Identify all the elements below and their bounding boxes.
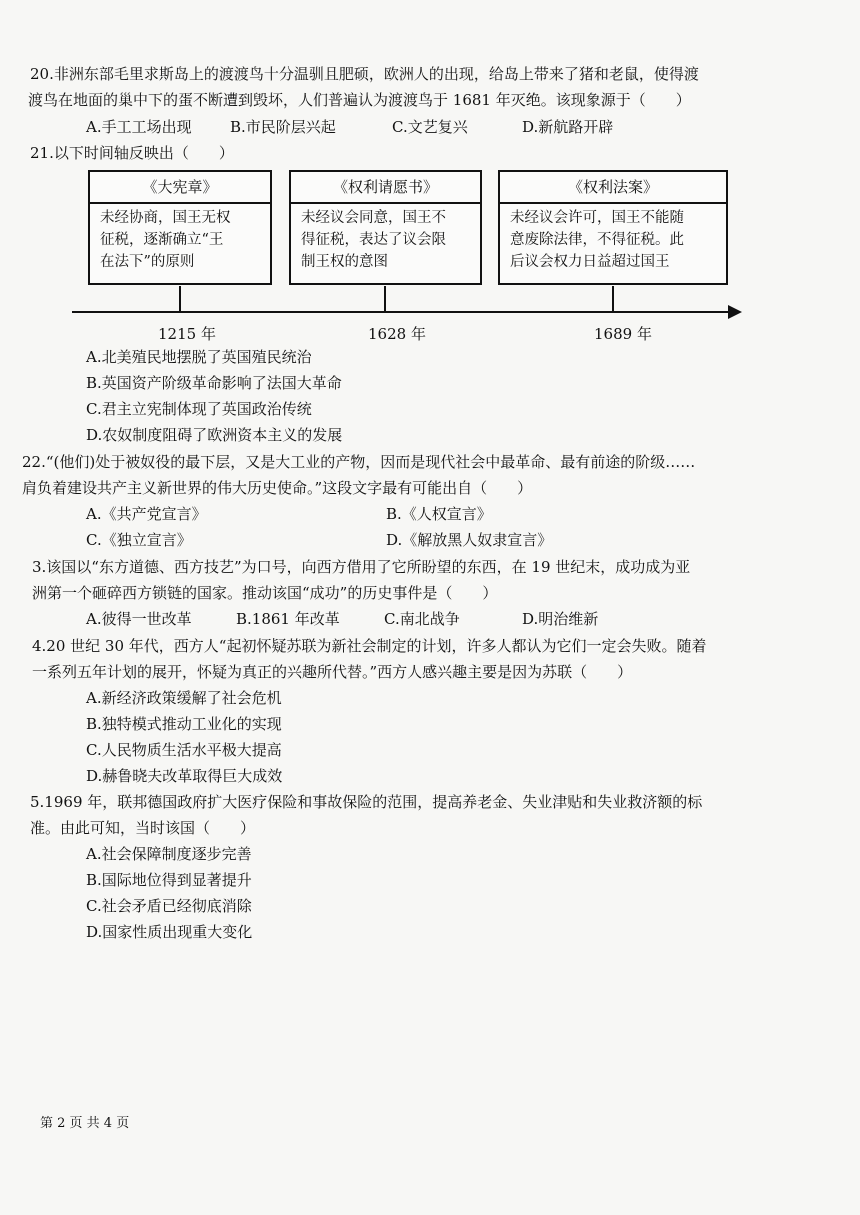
- timeline-box-text: 未经议会同意，国王不: [301, 210, 446, 226]
- timeline-box-magna-carta: [88, 170, 272, 285]
- q24-option-c: C.人民物质生活水平极大提高: [86, 741, 282, 759]
- timeline-box-text: 得征税，表达了议会限: [301, 232, 446, 248]
- q23-option-b: B.1861 年改革: [236, 610, 340, 628]
- q24-option-d: D.赫鲁晓夫改革取得巨大成效: [86, 767, 283, 785]
- timeline-box-petition-of-right: [289, 170, 482, 285]
- q25-stem-line1: 5.1969 年，联邦德国政府扩大医疗保险和事故保险的范围，提高养老金、失业津贴和失业救济额的标: [30, 793, 703, 811]
- q20-option-d: D.新航路开辟: [522, 118, 614, 136]
- timeline-year-1689: 1689 年: [594, 325, 652, 343]
- timeline-box-text: 未经协商，国王无权: [100, 210, 231, 226]
- timeline-box-title: 《权利法案》: [500, 172, 726, 204]
- q25-stem-line2: 准。由此可知，当时该国（ ）: [30, 819, 256, 837]
- q20-option-b: B.市民阶层兴起: [230, 118, 336, 136]
- q21-option-d: D.农奴制度阻碍了欧洲资本主义的发展: [86, 426, 343, 444]
- timeline-year-1215: 1215 年: [158, 325, 216, 343]
- q24-option-b: B.独特模式推动工业化的实现: [86, 715, 282, 733]
- q23-option-a: A.彼得一世改革: [86, 610, 192, 628]
- timeline-arrow-icon: [728, 305, 742, 319]
- timeline-box-text: 未经议会许可，国王不能随: [510, 210, 684, 226]
- q22-stem-line2: 肩负着建设共产主义新世界的伟大历史使命。”这段文字最有可能出自（ ）: [22, 479, 533, 497]
- q24-stem-line2: 一系列五年计划的展开，怀疑为真正的兴趣所代替。”西方人感兴趣主要是因为苏联（ ）: [32, 663, 633, 681]
- q25-option-b: B.国际地位得到显著提升: [86, 871, 252, 889]
- timeline-year-1628: 1628 年: [368, 325, 426, 343]
- q25-option-c: C.社会矛盾已经彻底消除: [86, 897, 252, 915]
- q23-stem-line1: 3.该国以“东方道德、西方技艺”为口号，向西方借用了它所盼望的东西，在 19 世纪末，成功成为亚: [32, 558, 691, 576]
- q21-option-b: B.英国资产阶级革命影响了法国大革命: [86, 374, 342, 392]
- q23-option-d: D.明治维新: [522, 610, 599, 628]
- timeline-box-bill-of-rights: [498, 170, 728, 285]
- timeline-box-title: 《权利请愿书》: [291, 172, 480, 204]
- q21-option-a: A.北美殖民地摆脱了英国殖民统治: [86, 348, 312, 366]
- q22-option-c: C.《独立宣言》: [86, 531, 192, 549]
- q25-option-a: A.社会保障制度逐步完善: [86, 845, 252, 863]
- q25-option-d: D.国家性质出现重大变化: [86, 923, 253, 941]
- timeline-tick: [179, 286, 181, 312]
- q22-stem-line1: 22.“(他们)处于被奴役的最下层，又是大工业的产物，因而是现代社会中最革命、最有前途的阶级……: [22, 453, 696, 471]
- timeline-box-text: 在法下”的原则: [100, 254, 195, 270]
- q23-option-c: C.南北战争: [384, 610, 460, 628]
- timeline-box-text: 制王权的意图: [301, 254, 388, 270]
- q23-stem-line2: 洲第一个砸碎西方锁链的国家。推动该国“成功”的历史事件是（ ）: [32, 584, 498, 602]
- timeline-box-text: 意废除法律，不得征税。此: [510, 232, 684, 248]
- q21-option-c: C.君主立宪制体现了英国政治传统: [86, 400, 312, 418]
- timeline-tick: [612, 286, 614, 312]
- timeline-tick: [384, 286, 386, 312]
- q22-option-a: A.《共产党宣言》: [86, 505, 207, 523]
- timeline-box-text: 后议会权力日益超过国王: [510, 254, 670, 270]
- q20-stem-line2: 渡鸟在地面的巢中下的蛋不断遭到毁坏，人们普遍认为渡渡鸟于 1681 年灭绝。该现象源于（ ）: [28, 91, 691, 109]
- page-number: 第 2 页 共 4 页: [40, 1116, 130, 1131]
- q20-option-a: A.手工工场出现: [86, 118, 192, 136]
- timeline-box-title: 《大宪章》: [90, 172, 270, 204]
- q22-option-d: D.《解放黑人奴隶宣言》: [386, 531, 553, 549]
- timeline-box-text: 征税，逐渐确立“王: [100, 232, 224, 248]
- q24-stem-line1: 4.20 世纪 30 年代，西方人“起初怀疑苏联为新社会制定的计划，许多人都认为它们一定会失败。随着: [32, 637, 707, 655]
- q20-stem-line1: 20.非洲东部毛里求斯岛上的渡渡鸟十分温驯且肥硕，欧洲人的出现，给岛上带来了猪和老鼠，使得渡: [30, 65, 699, 83]
- timeline-axis: [72, 311, 736, 313]
- q24-option-a: A.新经济政策缓解了社会危机: [86, 689, 282, 707]
- q21-stem: 21.以下时间轴反映出（ ）: [30, 144, 234, 162]
- q20-option-c: C.文艺复兴: [392, 118, 468, 136]
- q22-option-b: B.《人权宣言》: [386, 505, 492, 523]
